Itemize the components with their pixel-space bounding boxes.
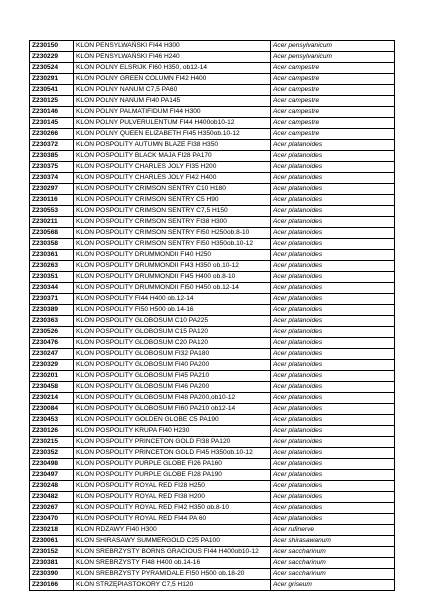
latin-name-cell: Acer campestre (271, 63, 395, 74)
latin-name-cell: Acer platanoides (271, 371, 395, 382)
table-row (30, 52, 395, 63)
plant-price-table (29, 40, 395, 591)
table-row (30, 316, 395, 327)
latin-name-cell: Acer platanoides (271, 437, 395, 448)
table-row (30, 547, 395, 558)
latin-name-cell: Acer griseum (271, 580, 395, 591)
product-code-cell: Z230297 (30, 184, 74, 195)
product-name-cell: KLON POSPOLITY KRUPA FI40 H230 (74, 426, 271, 437)
latin-name-cell: Acer platanoides (271, 283, 395, 294)
table-row (30, 536, 395, 547)
table-row (30, 459, 395, 470)
table-row (30, 349, 395, 360)
product-code-cell: Z230482 (30, 492, 74, 503)
table-row (30, 393, 395, 404)
product-code-cell: Z230229 (30, 52, 74, 63)
product-name-cell: KLON POLNY NANUM FI40 PA145 (74, 96, 271, 107)
product-code-cell: Z230375 (30, 162, 74, 173)
table-row (30, 85, 395, 96)
latin-name-cell: Acer platanoides (271, 360, 395, 371)
table-row (30, 41, 395, 52)
product-name-cell: KLON PENSYLWAŃSKI FI46 H240 (74, 52, 271, 63)
table-row (30, 448, 395, 459)
table-row (30, 184, 395, 195)
product-code-cell: Z230363 (30, 316, 74, 327)
table-row (30, 327, 395, 338)
product-code-cell: Z230358 (30, 239, 74, 250)
table-row (30, 140, 395, 151)
latin-name-cell: Acer platanoides (271, 162, 395, 173)
product-name-cell: KLON POSPOLITY DRUMMONDII FI43 H350 ob.10-12 (74, 261, 271, 272)
product-name-cell: KLON POSPOLITY PRINCETON GOLD FI45 H350ob.10-12 (74, 448, 271, 459)
latin-name-cell: Acer platanoides (271, 272, 395, 283)
latin-name-cell: Acer platanoides (271, 514, 395, 525)
product-name-cell: KLON POSPOLITY GLOBOSUM FI60 PA210 ob12-14 (74, 404, 271, 415)
product-code-cell: Z230568 (30, 228, 74, 239)
product-name-cell: KLON POLNY PULVERULENTUM FI44 H400ob10-12 (74, 118, 271, 129)
table-row (30, 250, 395, 261)
latin-name-cell: Acer campestre (271, 85, 395, 96)
latin-name-cell: Acer platanoides (271, 492, 395, 503)
latin-name-cell: Acer platanoides (271, 393, 395, 404)
table-row (30, 206, 395, 217)
latin-name-cell: Acer platanoides (271, 459, 395, 470)
product-code-cell: Z230458 (30, 382, 74, 393)
latin-name-cell: Acer platanoides (271, 349, 395, 360)
latin-name-cell: Acer campestre (271, 129, 395, 140)
latin-name-cell: Acer campestre (271, 96, 395, 107)
product-name-cell: KLON POSPOLITY CRIMSON SENTRY C7,5 H150 (74, 206, 271, 217)
product-code-cell: Z230351 (30, 272, 74, 283)
table-row (30, 294, 395, 305)
latin-name-cell: Acer campestre (271, 118, 395, 129)
product-name-cell: KLON RDZAWY FI40 H300 (74, 525, 271, 536)
table-row (30, 228, 395, 239)
product-name-cell: KLON POSPOLITY CRIMSON SENTRY FI38 H300 (74, 217, 271, 228)
latin-name-cell: Acer platanoides (271, 327, 395, 338)
latin-name-cell: Acer platanoides (271, 173, 395, 184)
product-code-cell: Z230329 (30, 360, 74, 371)
latin-name-cell: Acer rufinerve (271, 525, 395, 536)
product-code-cell: Z230470 (30, 514, 74, 525)
product-name-cell: KLON POSPOLITY CRIMSON SENTRY C5 H90 (74, 195, 271, 206)
product-name-cell: KLON POSPOLITY CHARLES JOLY FI42 H400 (74, 173, 271, 184)
product-code-cell: Z230352 (30, 448, 74, 459)
table-row (30, 305, 395, 316)
product-name-cell: KLON POLNY ELSRIJK FI60 H350, ob12-14 (74, 63, 271, 74)
product-name-cell: KLON POSPOLITY ROYAL RED FI28 H250 (74, 481, 271, 492)
product-code-cell: Z230150 (30, 41, 74, 52)
product-code-cell: Z230453 (30, 415, 74, 426)
latin-name-cell: Acer saccharinum (271, 558, 395, 569)
table-row (30, 151, 395, 162)
product-name-cell: KLON POSPOLITY GLOBOSUM C20 PA120 (74, 338, 271, 349)
product-code-cell: Z230116 (30, 195, 74, 206)
product-code-cell: Z230145 (30, 118, 74, 129)
table-row (30, 470, 395, 481)
product-code-cell: Z230390 (30, 569, 74, 580)
latin-name-cell: Acer platanoides (271, 305, 395, 316)
product-code-cell: Z230125 (30, 96, 74, 107)
latin-name-cell: Acer platanoides (271, 217, 395, 228)
product-code-cell: Z230371 (30, 294, 74, 305)
product-name-cell: KLON POSPOLITY CRIMSON SENTRY FI50 H250ob.8-10 (74, 228, 271, 239)
product-name-cell: KLON POSPOLITY GLOBOSUM C10 PA225 (74, 316, 271, 327)
table-row (30, 525, 395, 536)
table-row (30, 415, 395, 426)
product-name-cell: KLON SREBRZYSTY BORNS GRACIOUS FI44 H400ob10-12 (74, 547, 271, 558)
product-code-cell: Z230218 (30, 525, 74, 536)
latin-name-cell: Acer saccharinum (271, 569, 395, 580)
product-code-cell: Z230476 (30, 338, 74, 349)
table-row (30, 173, 395, 184)
product-code-cell: Z230126 (30, 426, 74, 437)
latin-name-cell: Acer platanoides (271, 195, 395, 206)
product-name-cell: KLON POSPOLITY CHARLES JOLY FI35 H200 (74, 162, 271, 173)
product-code-cell: Z230553 (30, 206, 74, 217)
table-row (30, 382, 395, 393)
product-name-cell: KLON POSPOLITY PURPLE GLOBE FI28 PA190 (74, 470, 271, 481)
table-row (30, 129, 395, 140)
product-code-cell: Z230266 (30, 129, 74, 140)
latin-name-cell: Acer campestre (271, 107, 395, 118)
product-name-cell: KLON POSPOLITY BLACK MAJA FI28 PA170 (74, 151, 271, 162)
product-code-cell: Z230211 (30, 217, 74, 228)
product-code-cell: Z230498 (30, 459, 74, 470)
table-row (30, 338, 395, 349)
table-row (30, 96, 395, 107)
product-name-cell: KLON POSPOLITY DRUMMONDII FI40 H250 (74, 250, 271, 261)
product-code-cell: Z230374 (30, 173, 74, 184)
product-name-cell: KLON POSPOLITY ROYAL RED FI44 PA 60 (74, 514, 271, 525)
product-code-cell: Z230385 (30, 151, 74, 162)
product-code-cell: Z230146 (30, 107, 74, 118)
product-code-cell: Z230291 (30, 74, 74, 85)
table-row (30, 118, 395, 129)
product-name-cell: KLON POSPOLITY DRUMMONDII FI45 H400 ob.8-10 (74, 272, 271, 283)
product-name-cell: KLON POSPOLITY FI44 H400 ob.12-14 (74, 294, 271, 305)
product-name-cell: KLON POLNY GREEN COLUMN FI42 H400 (74, 74, 271, 85)
product-code-cell: Z230247 (30, 349, 74, 360)
product-code-cell: Z230497 (30, 470, 74, 481)
product-code-cell: Z230526 (30, 327, 74, 338)
latin-name-cell: Acer platanoides (271, 503, 395, 514)
table-row (30, 558, 395, 569)
product-name-cell: KLON POSPOLITY ROYAL RED FI38 H200 (74, 492, 271, 503)
product-code-cell: Z230541 (30, 85, 74, 96)
product-name-cell: KLON POSPOLITY PRINCETON GOLD FI38 PA120 (74, 437, 271, 448)
table-row (30, 272, 395, 283)
product-name-cell: KLON STRZĘPIASTOKORY C7,5 H120 (74, 580, 271, 591)
product-name-cell: KLON POSPOLITY PURPLE GLOBE FI26 PA160 (74, 459, 271, 470)
product-name-cell: KLON POSPOLITY GLOBOSUM FI45 PA210 (74, 371, 271, 382)
product-name-cell: KLON POLNY NANUM C7,5 PA60 (74, 85, 271, 96)
latin-name-cell: Acer platanoides (271, 415, 395, 426)
table-row (30, 503, 395, 514)
product-name-cell: KLON POSPOLITY DRUMMONDII FI50 H450 ob.12-14 (74, 283, 271, 294)
product-name-cell: KLON POSPOLITY CRIMSON SENTRY C10 H180 (74, 184, 271, 195)
latin-name-cell: Acer platanoides (271, 228, 395, 239)
latin-name-cell: Acer platanoides (271, 140, 395, 151)
product-code-cell: Z230524 (30, 63, 74, 74)
latin-name-cell: Acer platanoides (271, 184, 395, 195)
table-row (30, 481, 395, 492)
latin-name-cell: Acer platanoides (271, 338, 395, 349)
product-code-cell: Z230248 (30, 481, 74, 492)
latin-name-cell: Acer platanoides (271, 294, 395, 305)
table-row (30, 437, 395, 448)
table-body (30, 41, 395, 591)
product-code-cell: Z230267 (30, 503, 74, 514)
product-name-cell: KLON POSPOLITY AUTUMN BLAZE FI38 H350 (74, 140, 271, 151)
table-row (30, 162, 395, 173)
product-name-cell: KLON POSPOLITY GOLDEN GLOBE C5 PA190 (74, 415, 271, 426)
product-code-cell: Z230152 (30, 547, 74, 558)
table-row (30, 371, 395, 382)
product-name-cell: KLON POSPOLITY GLOBOSUM C15 PA120 (74, 327, 271, 338)
latin-name-cell: Acer platanoides (271, 151, 395, 162)
latin-name-cell: Acer platanoides (271, 250, 395, 261)
product-name-cell: KLON SREBRZYSTY PYRAMIDALE FI50 H500 ob.18-20 (74, 569, 271, 580)
latin-name-cell: Acer platanoides (271, 481, 395, 492)
latin-name-cell: Acer platanoides (271, 261, 395, 272)
product-name-cell: KLON PENSYLWAŃSKI FI44 H300 (74, 41, 271, 52)
product-code-cell: Z230214 (30, 393, 74, 404)
product-name-cell: KLON SREBRZYSTY FI48 H400 ob.14-16 (74, 558, 271, 569)
product-code-cell: Z230263 (30, 261, 74, 272)
latin-name-cell: Acer platanoides (271, 448, 395, 459)
table-row (30, 426, 395, 437)
latin-name-cell: Acer saccharinum (271, 547, 395, 558)
product-name-cell: KLON POSPOLITY FI50 H500 ob.14-16 (74, 305, 271, 316)
table-row (30, 239, 395, 250)
product-code-cell: Z230201 (30, 371, 74, 382)
table-row (30, 195, 395, 206)
product-name-cell: KLON POSPOLITY ROYAL RED FI42 H350 ob.8-10 (74, 503, 271, 514)
product-name-cell: KLON POSPOLITY GLOBOSUM FI32 PA180 (74, 349, 271, 360)
latin-name-cell: Acer platanoides (271, 404, 395, 415)
table-row (30, 569, 395, 580)
product-code-cell: Z230061 (30, 536, 74, 547)
table-row (30, 217, 395, 228)
product-name-cell: KLON POSPOLITY GLOBOSUM FI40 PA200 (74, 360, 271, 371)
product-code-cell: Z230215 (30, 437, 74, 448)
product-code-cell: Z230361 (30, 250, 74, 261)
latin-name-cell: Acer platanoides (271, 239, 395, 250)
product-name-cell: KLON POSPOLITY GLOBOSUM FI46 PA200 (74, 382, 271, 393)
latin-name-cell: Acer platanoides (271, 426, 395, 437)
product-name-cell: KLON POLNY QUEEN ELIZABETH FI45 H350ob.10-12 (74, 129, 271, 140)
product-name-cell: KLON POSPOLITY GLOBOSUM FI48 PA200,ob10-12 (74, 393, 271, 404)
product-code-cell: Z230372 (30, 140, 74, 151)
product-name-cell: KLON POSPOLITY CRIMSON SENTRY FI50 H350ob.10-12 (74, 239, 271, 250)
product-code-cell: Z230381 (30, 558, 74, 569)
table-row (30, 580, 395, 591)
table-row (30, 283, 395, 294)
table-row (30, 360, 395, 371)
product-name-cell: KLON POLNY PALMATIFIDUM FI44 H300 (74, 107, 271, 118)
product-code-cell: Z230389 (30, 305, 74, 316)
latin-name-cell: Acer shirasawanum (271, 536, 395, 547)
latin-name-cell: Acer campestre (271, 74, 395, 85)
table-row (30, 514, 395, 525)
latin-name-cell: Acer platanoides (271, 470, 395, 481)
table-row (30, 492, 395, 503)
table-row (30, 63, 395, 74)
table-row (30, 107, 395, 118)
product-name-cell: KLON SHIRASAWY SUMMERGOLD C25 PA100 (74, 536, 271, 547)
latin-name-cell: Acer pensylvanicum (271, 41, 395, 52)
table-row (30, 261, 395, 272)
latin-name-cell: Acer pensylvanicum (271, 52, 395, 63)
product-code-cell: Z230084 (30, 404, 74, 415)
latin-name-cell: Acer platanoides (271, 382, 395, 393)
product-code-cell: Z230166 (30, 580, 74, 591)
table-row (30, 74, 395, 85)
latin-name-cell: Acer platanoides (271, 206, 395, 217)
product-code-cell: Z230344 (30, 283, 74, 294)
table-row (30, 404, 395, 415)
latin-name-cell: Acer platanoides (271, 316, 395, 327)
